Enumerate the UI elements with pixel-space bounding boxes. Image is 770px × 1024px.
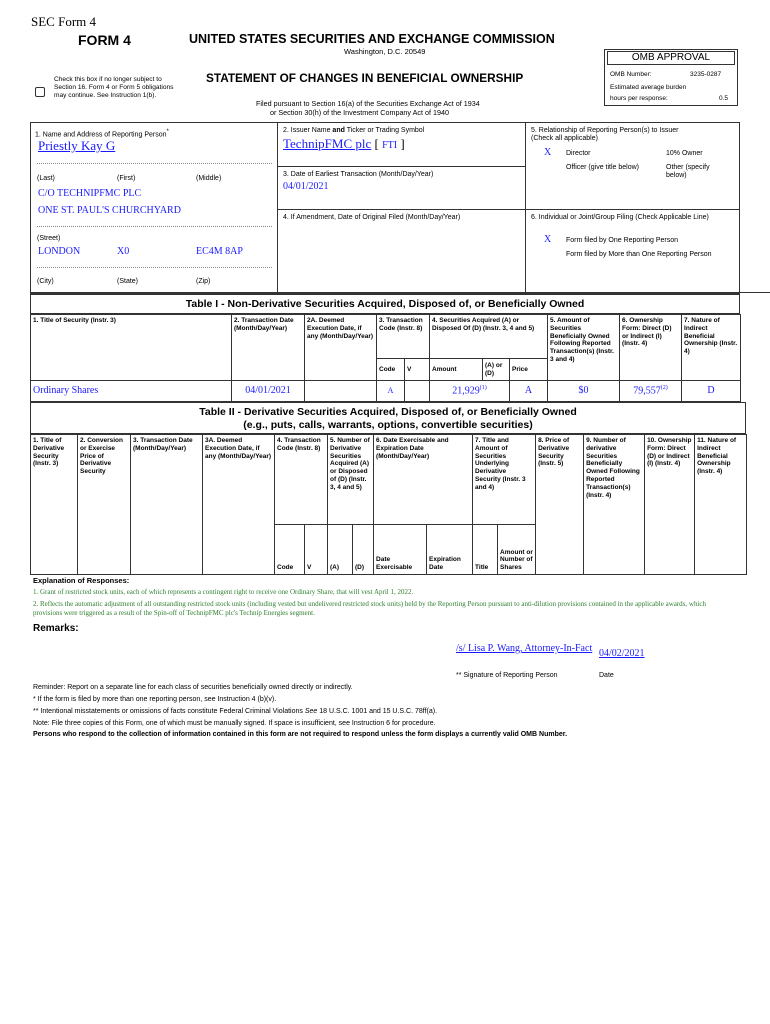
issuer-line: TechnipFMC plc [ FTI ]: [283, 136, 405, 151]
filed-pursuant-line1: Filed pursuant to Section 16(a) of the Securities Exchange Act of 1934: [256, 99, 480, 108]
ten-pct-owner-label: 10% Owner: [666, 150, 703, 157]
reporting-person-name[interactable]: Priestly Kay G: [38, 138, 116, 153]
statement-title: STATEMENT OF CHANGES IN BENEFICIAL OWNERSHIP: [206, 71, 524, 85]
footer-multiple-persons: * If the form is filed by more than one reporting person, see Instruction 4 (b)(v).: [33, 696, 277, 703]
t1-row-deemed: [305, 381, 377, 402]
no-longer-subject-checkbox[interactable]: [35, 87, 45, 97]
t1-sub-a-or-d: (A) or (D): [483, 359, 510, 381]
omb-burden-label1: Estimated average burden: [610, 84, 687, 91]
filed-pursuant-line2: or Section 30(h) of the Investment Company Act of 1940: [270, 108, 449, 117]
footnote-1: 1. Grant of restricted stock units, each of which represents a contingent right to receive one Ordinary Share, that will vest April 1, 2022.: [33, 588, 414, 596]
t1-row-price: $0: [548, 381, 620, 402]
earliest-transaction-date: 04/01/2021: [283, 181, 329, 192]
footer-note: Note: File three copies of this Form, one of which must be manually signed. If space is insufficient, see Instruction 6 for procedure.: [33, 720, 436, 727]
t1-row-owned-cell: 79,557$^{(2)}$: [620, 381, 682, 402]
table2: [30, 434, 747, 575]
t1-row-v: [405, 381, 430, 402]
table-row: [31, 381, 741, 402]
t2-header-price: 8. Price of Derivative Security (Instr. 5): [536, 435, 584, 575]
officer-label: Officer (give title below): [566, 164, 640, 171]
agency-title: UNITED STATES SECURITIES AND EXCHANGE COMMISSION: [189, 32, 555, 46]
t1-row-amount-cell: 21,929$^{(1)}$: [430, 381, 510, 402]
footer-omb-notice: Persons who respond to the collection of information contained in this form are not required to respond unless the form displays a currently valid OMB Number.: [33, 731, 568, 738]
ticker-symbol: FTI: [382, 140, 398, 151]
one-person-label: Form filed by One Reporting Person: [566, 237, 679, 244]
box2-label: 2. Issuer Name and Ticker or Trading Symbol: [283, 127, 425, 134]
more-persons-label: Form filed by More than One Reporting Person: [566, 251, 712, 258]
omb-title: OMB APPROVAL: [631, 52, 711, 63]
address-line1: C/O TECHNIPFMC PLC: [38, 188, 142, 199]
table1: [30, 314, 741, 402]
t1-header-amount-owned: 5. Amount of Securities Beneficially Owned Following Reported Transaction(s) (Instr. 3 and 4): [548, 315, 620, 381]
t1-header-title: 1. Title of Security (Instr. 3): [31, 315, 232, 381]
director-mark[interactable]: X: [544, 147, 552, 158]
street-label: (Street): [37, 235, 61, 242]
address-line2: ONE ST. PAUL'S CHURCHYARD: [38, 205, 181, 216]
t2-header-exercisable: 6. Date Exercisable and Expiration Date (Month/Day/Year): [374, 435, 473, 525]
omb-burden-value: 0.5: [719, 95, 729, 102]
box1-label: 1. Name and Address of Reporting Person*: [35, 129, 169, 139]
box5-label: 5. Relationship of Reporting Person(s) to Issuer (Check all applicable): [531, 127, 679, 143]
last-label: (Last): [37, 175, 55, 182]
t2-header-conversion: 2. Conversion or Exercise Price of Derivative Security: [78, 435, 131, 575]
footer-reminder: Reminder: Report on a separate line for each class of securities beneficially owned directly or indirectly.: [33, 684, 353, 691]
t1-header-deemed: 2A. Deemed Execution Date, if any (Month/Day/Year): [305, 315, 377, 381]
t1-header-ownership-form: 6. Ownership Form: Direct (D) or Indirect (I) (Instr. 4): [620, 315, 682, 381]
t1-sub-price: Price: [510, 359, 548, 381]
zip-label: (Zip): [196, 278, 211, 285]
box3-label: 3. Date of Earliest Transaction (Month/Day/Year): [283, 171, 434, 178]
table1-title: Table I - Non-Derivative Securities Acquired, Disposed of, or Beneficially Owned: [185, 298, 585, 310]
t1-sub-amount: Amount: [430, 359, 483, 381]
footnote-2: 2. Reflects the automatic adjustment of all outstanding restricted stock units (including vested but undelivered restricted stock units) held by the Reporting Person pursuant to anti-dilution provisions contained in the applicable awards, which provisions were triggered as a result of the Spin-off of TechnipFMC plc's Technip Energies segment.: [33, 600, 707, 618]
checkbox-text: Check this box if no longer subject to Section 16. Form 4 or Form 5 obligations may continue. See Instruction 1(b).: [54, 76, 174, 99]
other-label: Other (specify below): [666, 164, 710, 180]
t2-sub-a: (A): [328, 525, 353, 575]
t1-row-date: 04/01/2021: [232, 381, 305, 402]
t2-sub-v: V: [305, 525, 328, 575]
t2-sub-amount-shares: Amount or Number of Shares: [498, 525, 536, 575]
state-value: X0: [117, 246, 130, 257]
signature-label: ** Signature of Reporting Person: [456, 672, 558, 679]
t1-row-title: Ordinary Shares: [31, 381, 232, 402]
t1-sub-code: Code: [377, 359, 405, 381]
t2-header-date: 3. Transaction Date (Month/Day/Year): [131, 435, 203, 575]
t2-header-nature: 11. Nature of Indirect Beneficial Ownership (Instr. 4): [695, 435, 747, 575]
state-label: (State): [117, 278, 139, 285]
signature-date[interactable]: 04/02/2021: [599, 648, 645, 659]
one-person-mark[interactable]: X: [544, 234, 552, 245]
t2-sub-d: (D): [353, 525, 374, 575]
table2-title: Table II - Derivative Securities Acquired, Disposed of, or Beneficially Owned (e.g., puts, calls, warrants, options, convertible securities): [199, 406, 577, 431]
t2-sub-title: Title: [473, 525, 498, 575]
box4-label: 4. If Amendment, Date of Original Filed (Month/Day/Year): [283, 214, 461, 221]
t1-header-code: 3. Transaction Code (Instr. 8): [377, 315, 430, 359]
footer-misstatements: ** Intentional misstatements or omissions of facts constitute Federal Criminal Violations See 18 U.S.C. 1001 and 15 U.S.C. 78ff(a).: [33, 708, 438, 715]
t2-header-number: 5. Number of Derivative Securities Acquired (A) or Disposed of (D) (Instr. 3, 4 and 5): [328, 435, 374, 525]
location: Washington, D.C. 20549: [344, 47, 426, 56]
omb-number-value: 3235-0287: [690, 71, 722, 78]
t2-header-deemed: 3A. Deemed Execution Date, if any (Month/Day/Year): [203, 435, 275, 575]
explanation-title: Explanation of Responses:: [33, 576, 130, 585]
zip-value: EC4M 8AP: [196, 246, 243, 257]
remarks-title: Remarks:: [33, 623, 79, 634]
t1-row-a-or-d: A: [510, 381, 548, 402]
middle-label: (Middle): [196, 175, 222, 182]
omb-number-label: OMB Number:: [610, 71, 652, 78]
t2-sub-code: Code: [275, 525, 305, 575]
form-title: FORM 4: [78, 32, 131, 48]
t1-row-code: A: [377, 381, 405, 402]
t1-sub-v: V: [405, 359, 430, 381]
issuer-name[interactable]: TechnipFMC plc: [283, 136, 372, 151]
t2-header-ownership-form: 10. Ownership Form: Direct (D) or Indirect (I) (Instr. 4): [645, 435, 695, 575]
t1-header-securities: 4. Securities Acquired (A) or Disposed Of (D) (Instr. 3, 4 and 5): [430, 315, 548, 359]
t2-sub-date-exercisable: Date Exercisable: [374, 525, 427, 575]
t1-row-form: D: [682, 381, 741, 402]
t1-header-nature: 7. Nature of Indirect Beneficial Ownership (Instr. 4): [682, 315, 741, 381]
box6-label: 6. Individual or Joint/Group Filing (Check Applicable Line): [531, 214, 709, 221]
director-label: Director: [566, 150, 591, 157]
date-label: Date: [599, 672, 614, 679]
sec-form-label: SEC Form 4: [31, 14, 97, 29]
omb-burden-label2: hours per response:: [610, 95, 668, 102]
city-label: (City): [37, 278, 54, 285]
t2-header-title-amount: 7. Title and Amount of Securities Underlying Derivative Security (Instr. 3 and 4): [473, 435, 536, 525]
t2-header-number-owned: 9. Number of derivative Securities Beneficially Owned Following Reported Transaction(s) (Instr. 4): [584, 435, 645, 575]
signature-name[interactable]: /s/ Lisa P. Wang, Attorney-In-Fact: [456, 643, 593, 654]
first-label: (First): [117, 175, 136, 182]
t1-header-date: 2. Transaction Date (Month/Day/Year): [232, 315, 305, 381]
t2-header-code: 4. Transaction Code (Instr. 8): [275, 435, 328, 525]
t2-header-title: 1. Title of Derivative Security (Instr. 3): [31, 435, 78, 575]
city-value: LONDON: [38, 246, 81, 257]
t2-sub-expiration: Expiration Date: [427, 525, 473, 575]
